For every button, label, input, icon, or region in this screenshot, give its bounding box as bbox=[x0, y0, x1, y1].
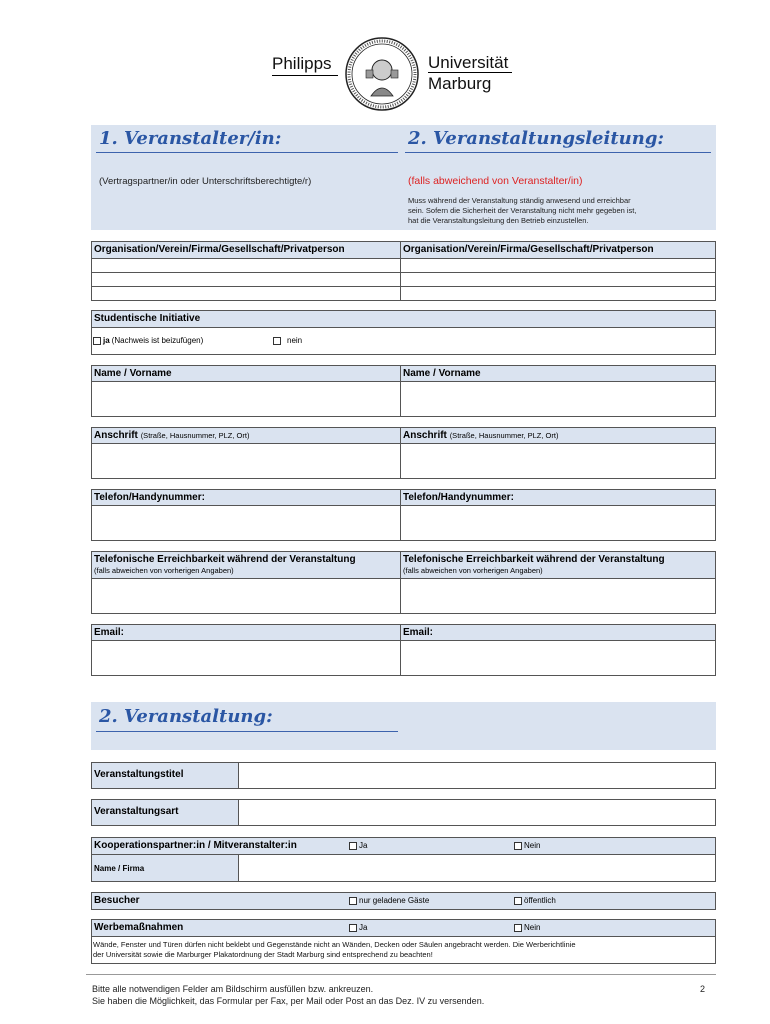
name-label-left: Name / Vorname bbox=[94, 368, 172, 379]
name-field-right[interactable] bbox=[400, 381, 716, 417]
anschrift-field-left[interactable] bbox=[91, 443, 401, 479]
anschrift-header-left bbox=[91, 427, 401, 444]
name-label-right: Name / Vorname bbox=[403, 368, 481, 379]
telefon-field-right[interactable] bbox=[400, 505, 716, 541]
email-header-right bbox=[400, 624, 716, 641]
kooperation-nein-label: Nein bbox=[524, 841, 541, 850]
werbung-label: Werbemaßnahmen bbox=[94, 922, 184, 933]
checkbox-icon[interactable] bbox=[514, 897, 522, 905]
anschrift-header-right bbox=[400, 427, 716, 444]
email-label-left: Email: bbox=[94, 627, 125, 638]
veranstaltungstitel-label-cell bbox=[91, 762, 239, 789]
name-header-left bbox=[91, 365, 401, 382]
note-line-3: hat die Veranstaltungsleitung den Betrieb einzustellen. bbox=[408, 216, 589, 225]
telefon-label-right: Telefon/Handynummer: bbox=[403, 492, 514, 503]
anschrift-label-left: Anschrift bbox=[94, 430, 138, 441]
section-title-veranstaltung: 2. Veranstaltung: bbox=[99, 706, 273, 727]
anschrift-hint-left: (Straße, Hausnummer, PLZ, Ort) bbox=[140, 431, 250, 440]
veranstaltungstitel-label: Veranstaltungstitel bbox=[94, 769, 184, 780]
checkbox-icon[interactable] bbox=[514, 842, 522, 850]
veranstaltungsart-field[interactable] bbox=[238, 799, 716, 826]
checkbox-icon[interactable] bbox=[273, 337, 281, 345]
telefon-header-left bbox=[91, 489, 401, 506]
erreichbarkeit-hint-left: (falls abweichen von vorherigen Angaben) bbox=[94, 566, 234, 575]
erreichbarkeit-field-left[interactable] bbox=[91, 578, 401, 614]
telefon-field-left[interactable] bbox=[91, 505, 401, 541]
anschrift-label-right: Anschrift bbox=[403, 430, 447, 441]
organisation-header-left bbox=[91, 241, 401, 259]
erreichbarkeit-label-left: Telefonische Erreichbarkeit während der Veranstaltung bbox=[94, 554, 356, 565]
organisation-field-left-2[interactable] bbox=[91, 272, 401, 287]
logo-text-marburg: Marburg bbox=[428, 74, 492, 93]
telefon-label-left: Telefon/Handynummer: bbox=[94, 492, 205, 503]
checkbox-icon[interactable] bbox=[93, 337, 101, 345]
kooperation-ja-option[interactable] bbox=[349, 841, 367, 850]
section-rule-veranstaltung bbox=[96, 731, 398, 732]
nein-label: nein bbox=[287, 336, 303, 345]
logo-underline-left bbox=[272, 75, 338, 76]
werbung-header bbox=[91, 919, 716, 937]
name-firma-field[interactable] bbox=[238, 854, 716, 882]
ja-label: ja bbox=[103, 336, 110, 345]
name-header-right bbox=[400, 365, 716, 382]
section-subtitle-veranstaltungsleitung: (falls abweichend von Veranstalter/in) bbox=[408, 175, 583, 187]
logo-text-universitaet: Universität bbox=[428, 53, 509, 72]
email-label-right: Email: bbox=[403, 627, 434, 638]
section-title-veranstaltungsleitung: 2. Veranstaltungsleitung: bbox=[408, 128, 665, 149]
studentische-initiative-header bbox=[91, 310, 716, 328]
organisation-label-left: Organisation/Verein/Firma/Gesellschaft/Privatperson bbox=[94, 244, 345, 255]
werbung-note-line-2: der Universität sowie die Marburger Plakatordnung der Stadt Marburg sind entsprechend zu beachten! bbox=[93, 950, 433, 959]
werbung-nein-option[interactable] bbox=[514, 923, 540, 932]
section-rule-veranstaltungsleitung bbox=[405, 152, 711, 153]
organisation-field-right-2[interactable] bbox=[400, 272, 716, 287]
organisation-field-right-1[interactable] bbox=[400, 258, 716, 273]
section-subtitle-veranstalter: (Vertragspartner/in oder Unterschriftsberechtigte/r) bbox=[99, 176, 312, 187]
studentische-nein-option[interactable] bbox=[273, 336, 302, 345]
footer-rule bbox=[86, 974, 716, 975]
werbung-note bbox=[93, 940, 713, 960]
anschrift-hint-right: (Straße, Hausnummer, PLZ, Ort) bbox=[449, 431, 559, 440]
erreichbarkeit-header-right bbox=[400, 551, 716, 579]
anschrift-field-right[interactable] bbox=[400, 443, 716, 479]
telefon-header-right bbox=[400, 489, 716, 506]
kooperation-nein-option[interactable] bbox=[514, 841, 540, 850]
besucher-oeffentlich-option[interactable] bbox=[514, 896, 556, 905]
name-firma-label-cell bbox=[91, 854, 239, 882]
university-seal-icon bbox=[341, 36, 423, 112]
studentische-ja-option[interactable] bbox=[93, 336, 203, 345]
werbung-nein-label: Nein bbox=[524, 923, 541, 932]
checkbox-icon[interactable] bbox=[349, 842, 357, 850]
organisation-field-right-3[interactable] bbox=[400, 286, 716, 301]
checkbox-icon[interactable] bbox=[349, 897, 357, 905]
footer-line-1: Bitte alle notwendigen Felder am Bildschirm ausfüllen bzw. ankreuzen. bbox=[92, 984, 374, 994]
veranstaltungsart-label: Veranstaltungsart bbox=[94, 806, 179, 817]
studentische-initiative-label: Studentische Initiative bbox=[94, 313, 201, 324]
note-line-1: Muss während der Veranstaltung ständig anwesend und erreichbar bbox=[408, 196, 631, 205]
veranstaltungsleitung-note bbox=[408, 196, 708, 226]
besucher-oeffentlich-label: öffentlich bbox=[524, 896, 556, 905]
besucher-label: Besucher bbox=[94, 895, 140, 906]
name-field-left[interactable] bbox=[91, 381, 401, 417]
section-title-veranstalter: 1. Veranstalter/in: bbox=[99, 128, 282, 149]
kooperation-label: Kooperationspartner:in / Mitveranstalter:in bbox=[94, 840, 297, 851]
erreichbarkeit-hint-right: (falls abweichen von vorherigen Angaben) bbox=[403, 566, 543, 575]
email-field-left[interactable] bbox=[91, 640, 401, 676]
checkbox-icon[interactable] bbox=[349, 924, 357, 932]
werbung-ja-option[interactable] bbox=[349, 923, 367, 932]
organisation-header-right bbox=[400, 241, 716, 259]
section-rule-veranstalter bbox=[96, 152, 398, 153]
footer-line-2: Sie haben die Möglichkeit, das Formular per Fax, per Mail oder Post an das Dez. IV zu versenden. bbox=[92, 996, 485, 1006]
veranstaltungstitel-field[interactable] bbox=[238, 762, 716, 789]
organisation-field-left-1[interactable] bbox=[91, 258, 401, 273]
name-firma-label: Name / Firma bbox=[94, 864, 145, 873]
erreichbarkeit-header-left bbox=[91, 551, 401, 579]
email-field-right[interactable] bbox=[400, 640, 716, 676]
werbung-note-line-1: Wände, Fenster und Türen dürfen nicht beklebt und Gegenstände nicht an Wänden, Decken oder Säulen angebracht werden. Die Werberichtlinie bbox=[93, 940, 576, 949]
checkbox-icon[interactable] bbox=[514, 924, 522, 932]
logo-text-philipps: Philipps bbox=[272, 54, 332, 73]
kooperation-header bbox=[91, 837, 716, 855]
veranstaltungsart-label-cell bbox=[91, 799, 239, 826]
organisation-label-right: Organisation/Verein/Firma/Gesellschaft/Privatperson bbox=[403, 244, 654, 255]
besucher-geladene-option[interactable] bbox=[349, 896, 429, 905]
page-number: 2 bbox=[700, 984, 706, 994]
erreichbarkeit-label-right: Telefonische Erreichbarkeit während der Veranstaltung bbox=[403, 554, 665, 565]
erreichbarkeit-field-right[interactable] bbox=[400, 578, 716, 614]
werbung-ja-label: Ja bbox=[359, 923, 368, 932]
note-line-2: sein. Sofern die Sicherheit der Veranstaltung nicht mehr gegeben ist, bbox=[408, 206, 637, 215]
kooperation-ja-label: Ja bbox=[359, 841, 368, 850]
organisation-field-left-3[interactable] bbox=[91, 286, 401, 301]
email-header-left bbox=[91, 624, 401, 641]
besucher-geladene-label: nur geladene Gäste bbox=[359, 896, 430, 905]
ja-hint: (Nachweis ist beizufügen) bbox=[111, 336, 204, 345]
